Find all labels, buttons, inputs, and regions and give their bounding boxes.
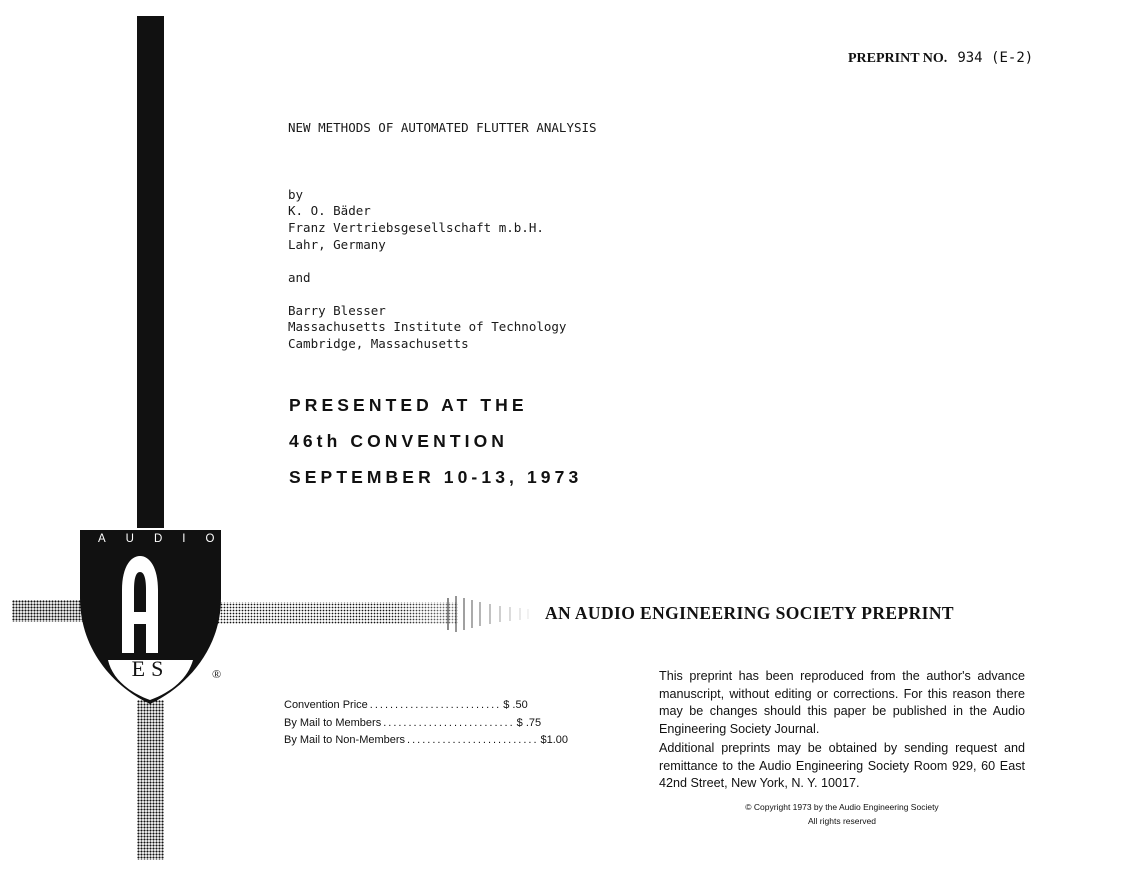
author-1-name: K. O. Bäder xyxy=(288,203,371,218)
price-row xyxy=(284,697,528,715)
logo-es-text: ES xyxy=(131,656,170,681)
author-2-org: Massachusetts Institute of Technology xyxy=(288,319,567,334)
presented-line-2: 46th CONVENTION xyxy=(289,431,509,451)
price-list xyxy=(284,697,569,750)
paper-title: NEW METHODS OF AUTOMATED FLUTTER ANALYSIS xyxy=(288,120,597,135)
price-value: $1.00 xyxy=(540,734,569,746)
author-2-name: Barry Blesser xyxy=(288,303,386,318)
price-label: Convention Price xyxy=(284,699,368,711)
price-value: $ .75 xyxy=(516,716,542,729)
by-label: by xyxy=(288,187,304,202)
copyright-notice xyxy=(659,800,1025,828)
price-label: By Mail to Non-Members xyxy=(284,734,406,746)
preprint-label: PREPRINT NO. xyxy=(848,51,948,66)
presented-line-1: PRESENTED AT THE xyxy=(289,395,528,415)
author-1-org: Franz Vertriebsgesellschaft m.b.H. xyxy=(288,220,544,235)
author-2-location: Cambridge, Massachusetts xyxy=(288,336,469,351)
price-leader: .......................... xyxy=(369,699,502,711)
price-row xyxy=(284,732,569,750)
presented-line-3: SEPTEMBER 10-13, 1973 xyxy=(289,467,583,487)
price-leader: .......................... xyxy=(383,716,515,729)
logo-vertical-bar xyxy=(137,16,164,528)
preprint-number-value: 934 (E-2) xyxy=(957,50,1034,66)
registered-mark: ® xyxy=(212,667,222,681)
preprint-number xyxy=(848,50,1033,67)
aes-preprint-tagline: AN AUDIO ENGINEERING SOCIETY PREPRINT xyxy=(545,603,954,623)
price-value: $ .50 xyxy=(503,699,528,711)
logo-horizontal-band-fade xyxy=(208,594,538,634)
price-label: By Mail to Members xyxy=(284,716,382,729)
reproduction-notice xyxy=(659,668,1025,795)
notice-paragraph-2: Additional preprints may be obtained by sending request and remittance to the Audio Engineering Society Room 929, 60 East 42nd Street, New York, N. Y. 10017. xyxy=(659,741,1025,790)
price-row xyxy=(284,715,542,733)
logo-audio-text: AUDIO xyxy=(98,533,235,545)
price-leader: .......................... xyxy=(407,734,539,746)
logo-vertical-bar-stippled xyxy=(137,700,164,860)
rights-line: All rights reserved xyxy=(807,816,877,826)
copyright-line: © Copyright 1973 by the Audio Engineering Society xyxy=(745,802,939,812)
and-label: and xyxy=(288,270,311,285)
notice-paragraph-1: This preprint has been reproduced from the author's advance manuscript, without editing or corrections. For this reason there may be changes should this paper be published in the Audio Engineering Society Journal. xyxy=(659,669,1025,736)
author-1-location: Lahr, Germany xyxy=(288,237,386,252)
